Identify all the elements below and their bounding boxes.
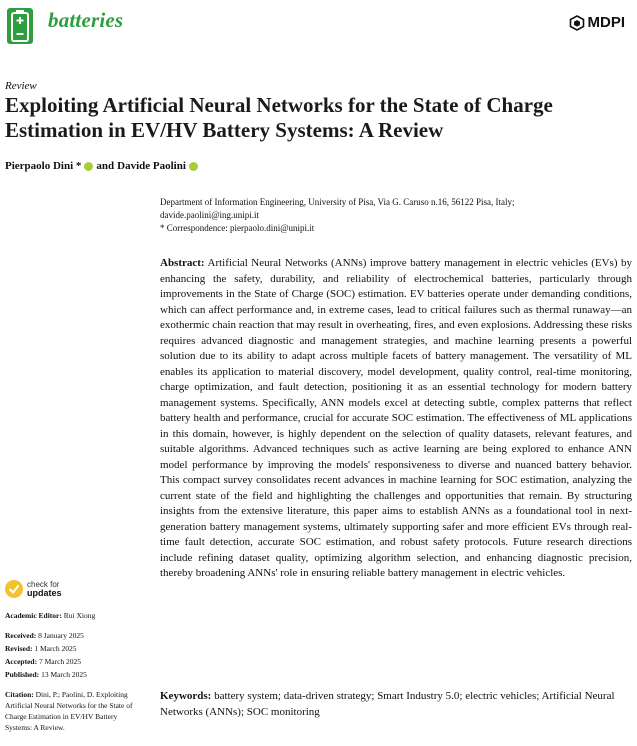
date-revised: [5, 644, 150, 654]
abstract-label: Abstract:: [160, 257, 205, 269]
published-value: 13 March 2025: [41, 670, 87, 679]
revised-value: 1 March 2025: [34, 644, 77, 653]
article-type: Review: [5, 80, 37, 92]
author-name[interactable]: Pierpaolo Dini *: [5, 160, 82, 172]
received-value: 8 January 2025: [38, 631, 84, 640]
check-updates-icon: [5, 580, 23, 598]
journal-name[interactable]: batteries: [48, 8, 124, 32]
orcid-icon[interactable]: [189, 162, 198, 171]
date-received: [5, 631, 150, 641]
article-title: Exploiting Artificial Neural Networks for the State of Charge Estimation in EV/HV Battery Systems: A Review: [5, 93, 553, 142]
author-separator: and: [96, 160, 115, 172]
affiliation-block: [160, 196, 620, 235]
citation-block: [5, 689, 145, 733]
updates-line-strong: updates: [27, 588, 62, 598]
revised-label: Revised:: [5, 644, 33, 653]
published-label: Published:: [5, 670, 40, 679]
accepted-label: Accepted:: [5, 657, 38, 666]
author-name[interactable]: Davide Paolini: [117, 160, 186, 172]
email-link[interactable]: davide.paolini@ing.unipi.it: [160, 210, 260, 220]
keywords-label: Keywords:: [160, 690, 212, 702]
correspondence-line[interactable]: * Correspondence: pierpaolo.dini@unipi.it: [160, 223, 315, 233]
updates-line: check for: [27, 580, 60, 589]
battery-logo-icon: [7, 8, 33, 44]
abstract: [160, 256, 632, 582]
date-accepted: [5, 657, 150, 667]
accepted-value: 7 March 2025: [38, 657, 82, 666]
mdpi-hex-icon: [569, 15, 585, 31]
abstract-text: Artificial Neural Networks (ANNs) improve battery management in electric vehicles (EVs) by enhancing the safety, durability, and reliability of electrochemical batteries, particularly through improvements in the State of Charge (SOC) estimation. EV batteries operate under demanding conditions, which can affect performance and, in extreme cases, lead to critical failures such as thermal runaway—an exothermic chain reaction that may result in overheating, fires, and even explosions. Addressing these risks requires advanced diagnostic and management strategies, and machine learning presents a powerful solution due to its ability to adapt across multiple facets of battery management. The versatility of ML enables its application to material discovery, model development, quality control, real-time monitoring, charge optimization, and fault detection, positioning it as an essential technology for modern battery management systems. Specifically, ANN models excel at detecting subtle, complex patterns that reflect battery health and performance, crucial for accurate SOC estimation. The effectiveness of ML applications in this domain, however, is highly dependent on the selection of quality datasets, relevant features, and suitable algorithms. Advanced techniques such as active learning are being explored to enhance ANN model performance by improving the models' responsiveness to diverse and nuanced battery behavior. This compact survey consolidates recent advances in machine learning for SOC estimation, analyzing the current state of the field and highlighting the challenges and opportunities that remain. By structuring insights from the extensive literature, this paper aims to establish ANNs as a foundational tool in next-generation battery management systems, ultimately supporting safer and more efficient EVs through real-time fault detection, accurate SOC estimation, and robust safety protocols. Future research directions include refining dataset quality, optimizing algorithm selection, and enhancing diagnostic precision, thereby broadening ANNs' role in ensuring reliable battery management in electric vehicles.: [160, 257, 632, 579]
editor-label: Academic Editor:: [5, 611, 62, 620]
publisher-name: MDPI: [587, 14, 625, 31]
affiliation-line: Department of Information Engineering, University of Pisa, Via G. Caruso n.16, 56122 Pisa, Italy;: [160, 197, 515, 207]
editor-value: Rui Xiong: [63, 611, 96, 620]
academic-editor: [5, 611, 150, 621]
author-list: [5, 160, 198, 172]
date-published: [5, 670, 150, 680]
citation-label: Citation:: [5, 690, 34, 699]
citation-text: Dini, P.; Paolini, D. Exploiting Artificial Neural Networks for the State of Charge Estimation in EV/HV Battery Systems: A Review.: [5, 690, 133, 732]
received-label: Received:: [5, 631, 37, 640]
keywords-text: battery system; data-driven strategy; Smart Industry 5.0; electric vehicles; Artificial Neural Networks (ANNs); SOC monitoring: [160, 690, 615, 718]
publisher-logo[interactable]: [569, 14, 626, 31]
orcid-icon[interactable]: [84, 162, 93, 171]
check-for-updates-badge[interactable]: [5, 580, 62, 598]
keywords: [160, 689, 632, 720]
